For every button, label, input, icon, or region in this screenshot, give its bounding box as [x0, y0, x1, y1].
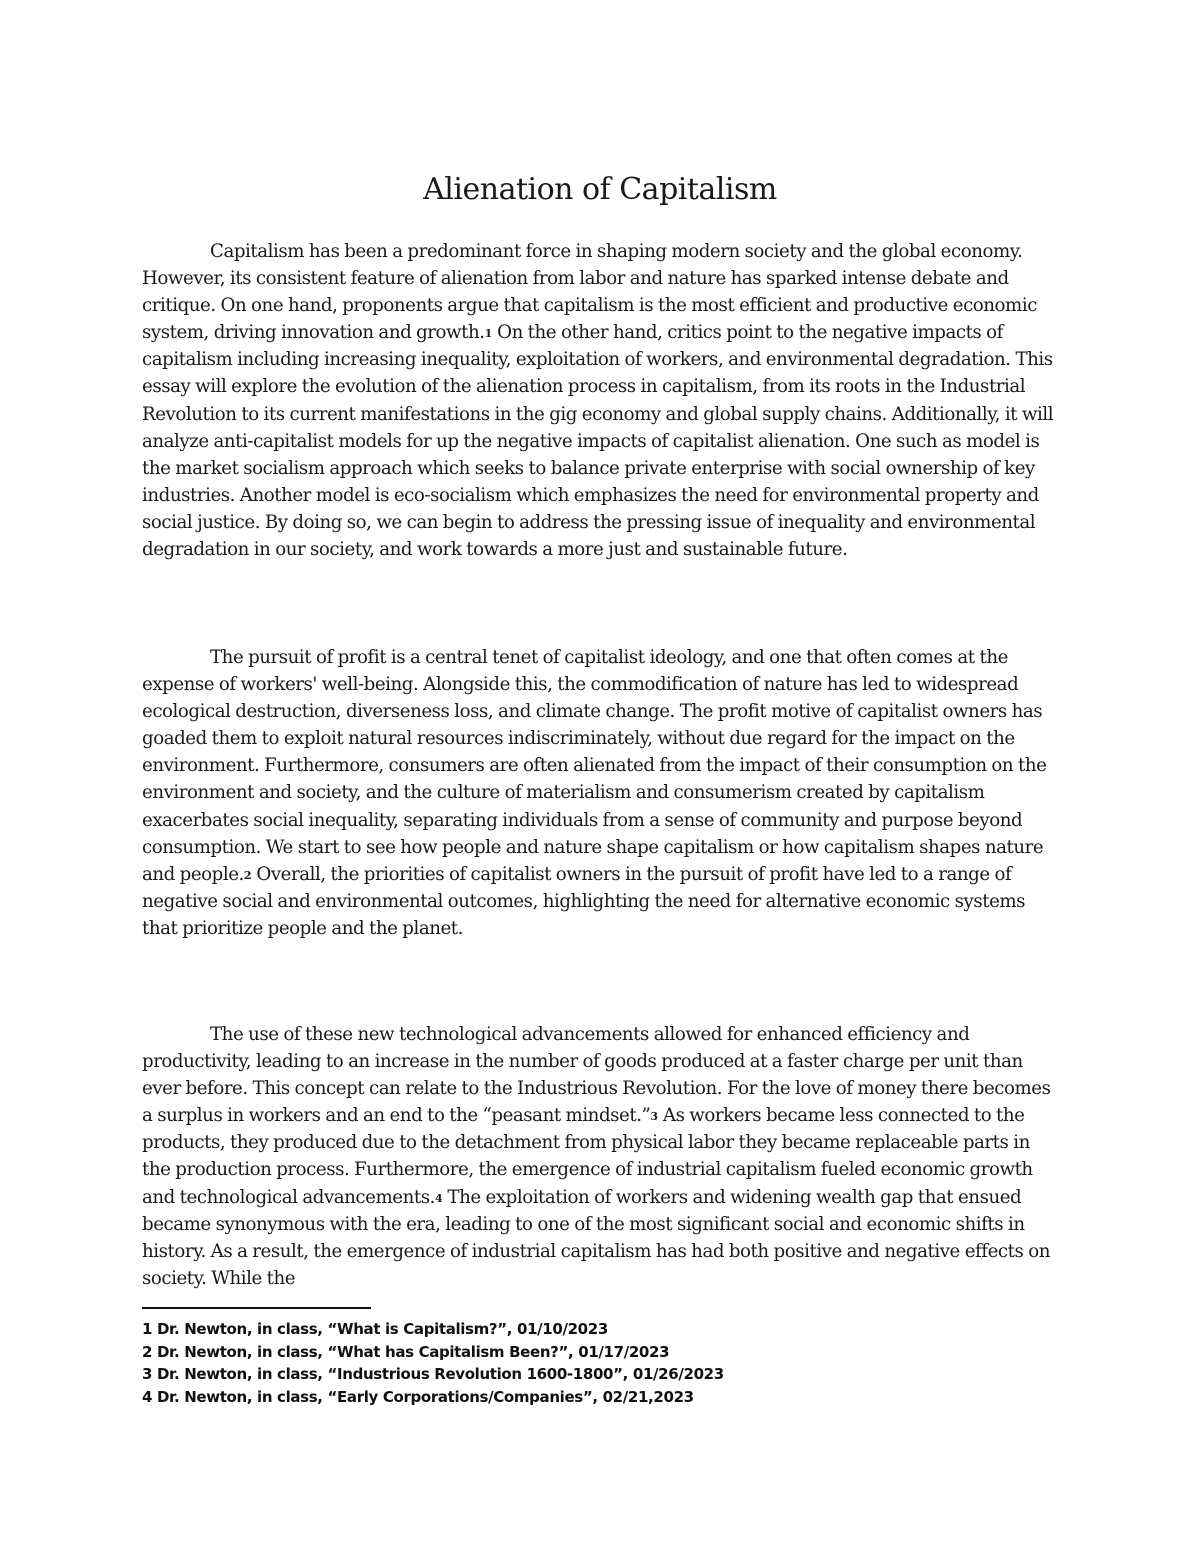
footnote-4: 4 Dr. Newton, in class, “Early Corporations/Companies”, 02/21,2023 [142, 1387, 694, 1406]
paragraph-text: The pursuit of profit is a central tenet of capitalist ideology, and one that often comes at the expense of workers' well-being. Alongside this, the commodification of nature has led to widespread ecological destruction, diverseness loss, and climate change. The profit motive of capitalist owners has goaded them to exploit natural resources indiscriminately, without due regard for the impact on the environment. Furthermore, consumers are often alienated from the impact of their consumption on the environment and society, and the culture of materialism and consumerism created by capitalism exacerbates social inequality, separating individuals from a sense of community and purpose beyond consumption. We start to see how people and nature shape capitalism or how capitalism shapes nature and people. [142, 647, 1047, 885]
paragraph-text: The exploitation of workers and widening wealth gap that ensued became synonymous with the era, leading to one of the most significant social and economic shifts in history. As a result, the emergence of industrial capitalism has had both positive and negative effects on society. While the [142, 1186, 1050, 1289]
footnote-2: 2 Dr. Newton, in class, “What has Capitalism Been?”, 01/17/2023 [142, 1342, 670, 1361]
paragraph-text: As workers became less connected to the products, they produced due to the detachment from physical labor they became replaceable parts in the production process. Furthermore, the emergence of industrial capitalism fueled economic growth and technological advancements. [142, 1105, 1033, 1208]
footnotes [142, 1318, 1042, 1408]
footnote-reference: 1 [484, 327, 493, 341]
footnote-1: 1 Dr. Newton, in class, “What is Capitalism?”, 01/10/2023 [142, 1320, 608, 1338]
paragraph-3 [142, 1021, 1062, 1292]
paragraph-2 [142, 644, 1062, 942]
paragraph-1 [142, 238, 1062, 563]
footnote-reference: 2 [243, 868, 252, 882]
footnote-3: 3 Dr. Newton, in class, “Industrious Revolution 1600-1800”, 01/26/2023 [142, 1365, 724, 1384]
paragraph-text: The use of these new technological advancements allowed for enhanced efficiency and productivity, leading to an increase in the number of goods produced at a faster charge per unit than ever before. This concept can relate to the Industrious Revolution. For the love of money there becomes a surplus in workers and an end to the “peasant mindset.” [142, 1024, 1051, 1127]
footnote-reference: 4 [434, 1191, 443, 1205]
footnote-separator [142, 1307, 371, 1309]
footnote-reference: 3 [650, 1110, 659, 1124]
paragraph-text: Capitalism has been a predominant force in shaping modern society and the global economy. However, its consistent feature of alienation from labor and nature has sparked intense debate and critique. On one hand, proponents argue that capitalism is the most efficient and productive economic system, driving innovation and growth. [142, 241, 1037, 344]
paragraph-text: Overall, the priorities of capitalist owners in the pursuit of profit have led to a range of negative social and environmental outcomes, highlighting the need for alternative economic systems that prioritize people and the planet. [142, 863, 1026, 939]
paragraph-text: On the other hand, critics point to the negative impacts of capitalism including increasing inequality, exploitation of workers, and environmental degradation. This essay will explore the evolution of the alienation process in capitalism, from its roots in the Industrial Revolution to its current manifestations in the gig economy and global supply chains. Additionally, it will analyze anti-capitalist models for up the negative impacts of capitalist alienation. One such as model is the market socialism approach which seeks to balance private enterprise with social ownership of key industries. Another model is eco-socialism which emphasizes the need for environmental property and social justice. By doing so, we can begin to address the pressing issue of inequality and environmental degradation in our society, and work towards a more just and sustainable future. [142, 322, 1054, 561]
document-title: Alienation of Capitalism [423, 172, 777, 207]
